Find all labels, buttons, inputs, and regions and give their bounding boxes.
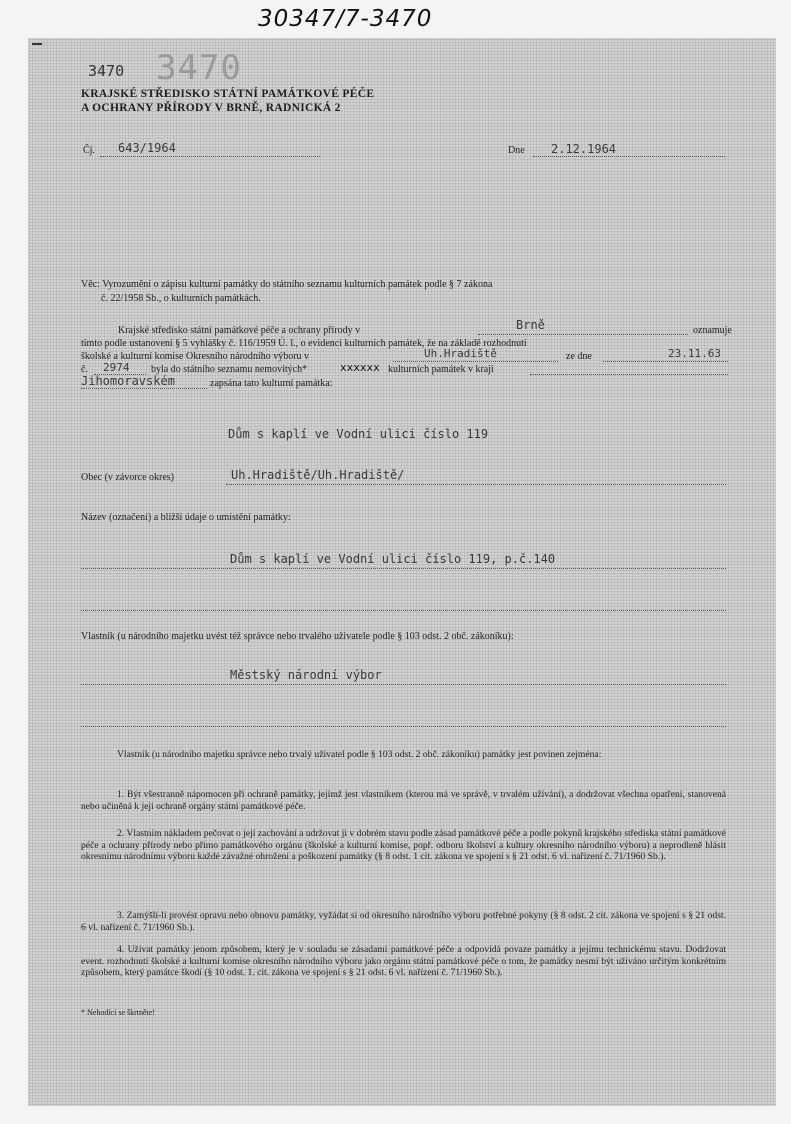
obligation-3: 3. Zamýšlí-li provést opravu nebo obnovu památky, vyžádat si od okresního národního výboru potřebné pokyny (§ 8 odst. 2 cit. zákona ve spojení s § 21 odst. 6 vl. nařízení č. 71/1960 Sb.). [81, 910, 726, 933]
ref-line [100, 156, 320, 157]
intro-line-4b: byla do státního seznamu nemovitých* [151, 364, 308, 375]
header-line-1: KRAJSKÉ STŘEDISKO STÁTNÍ PAMÁTKOVÉ PÉČE [81, 88, 375, 100]
intro-line-4a: č. [81, 364, 88, 375]
intro-line-1b: oznamuje [693, 325, 732, 336]
obligation-1: 1. Být všestranně nápomocen při ochraně památky, jejímž jest vlastníkem (kterou má ve správě, v trvalém užívání), a dodržovat všechna opatření, stanovená nebo učiněná k její ochraně orgány státní památkové péče. [81, 789, 726, 812]
intro-district: Uh.Hradiště [424, 347, 497, 360]
owner-label: Vlastník (u národního majetku uvést též správce nebo trvalého uživatele podle § 103 odst. 2 obč. zákoníku): [81, 631, 514, 642]
owner-value: Městský národní výbor [230, 668, 382, 682]
subject-line-2: č. 22/1958 Sb., o kulturních památkách. [101, 293, 261, 304]
location-label: Název (označení) a bližší údaje o umístění památky: [81, 512, 291, 523]
intro-struck-word: xxxxxx [340, 361, 380, 374]
intro-decision-number: 2974 [103, 361, 130, 374]
intro-decision-date: 23.11.63 [668, 347, 721, 360]
intro-line-2: tímto podle ustanovení § 5 vyhlášky č. 116/1959 Ú. l., o evidenci kulturních památek, že na základě rozhodnutí [81, 338, 527, 349]
ref-label: Čj. [83, 145, 95, 156]
stamp-number: 3470 [88, 62, 125, 80]
date-line [533, 156, 725, 157]
footnote: * Nehodící se škrtněte! [81, 1008, 155, 1017]
intro-line-4c: kulturních památek v kraji [388, 364, 494, 375]
scan-mark [32, 43, 42, 45]
large-registration-number: 3470 [156, 48, 242, 88]
owner-line-2 [81, 726, 726, 727]
intro-line-5: zapsána tato kulturní památka: [210, 378, 333, 389]
handwritten-reference: 30347/7-3470 [258, 6, 433, 32]
location-line-2 [81, 610, 726, 611]
intro-city-line [478, 334, 688, 335]
intro-district-line [393, 361, 558, 362]
municipality-line [226, 484, 726, 485]
location-value: Dům s kaplí ve Vodní ulici číslo 119, p.č.140 [230, 552, 556, 566]
intro-city: Brně [516, 318, 545, 332]
intro-region: Jihomoravském [81, 374, 175, 388]
owner-line-1 [81, 684, 726, 685]
intro-region-line [530, 374, 728, 375]
ref-value: 643/1964 [118, 141, 176, 155]
intro-region-line-2 [81, 388, 207, 389]
municipality-label: Obec (v závorce okres) [81, 472, 175, 483]
municipality-value: Uh.Hradiště/Uh.Hradiště/ [231, 468, 405, 482]
obligation-2: 2. Vlastním nákladem pečovat o její zachování a udržovat ji v dobrém stavu podle zásad památkové péče a podle pokynů krajského střediska státní památkové péče a ochrany přírody nebo přímo památkového orgánu (školské a kulturní komise, popř. odboru školství a kultury okresního národního výboru) a neprodleně hlásit okresnímu národnímu výboru každé závažné ohrožení a poškození památky (§ 8 odst. 1 cit. zákona ve spojení s § 21 odst. 6 vl. nařízení č. 71/1960 Sb.). [81, 828, 726, 863]
monument-title: Dům s kaplí ve Vodní ulici číslo 119 [228, 427, 489, 441]
intro-line-3a: školské a kulturní komise Okresního národního výboru v [81, 351, 310, 362]
date-label: Dne [508, 145, 525, 156]
intro-line-3b: ze dne [566, 351, 592, 362]
intro-line-1a: Krajské středisko státní památkové péče a ochrany přírody v [118, 325, 361, 336]
subject-line-1: Věc: Vyrozumění o zápisu kulturní památky do státního seznamu kulturních památek podle § 7 zákona [81, 279, 493, 290]
date-value: 2.12.1964 [551, 142, 617, 156]
header-line-2: A OCHRANY PŘÍRODY V BRNĚ, RADNICKÁ 2 [81, 102, 341, 114]
location-line-1 [81, 568, 726, 569]
obligations-intro: Vlastník (u národního majetku správce nebo trvalý uživatel podle § 103 odst. 2 obč. zákoníku) památky jest povinen zejména: [117, 749, 602, 760]
intro-decision-date-line [603, 361, 728, 362]
document-page [28, 38, 776, 1106]
obligation-4: 4. Užívat památky jenom způsobem, který je v souladu se zásadami památkové péče a odpovídá povaze památky a jejímu technickému stavu. Dodržovat event. rozhodnutí školské a kulturní komise okresního národního výboru jako orgánu státní památkové péče o tom, že památky nesmí být užíváno určitým konkrétním způsobem, který památce škodí (§ 10 odst. 1. cit. zákona ve spojení s § 21 odst. 6 vl. nařízení č. 71/1960 Sb.). [81, 944, 726, 979]
